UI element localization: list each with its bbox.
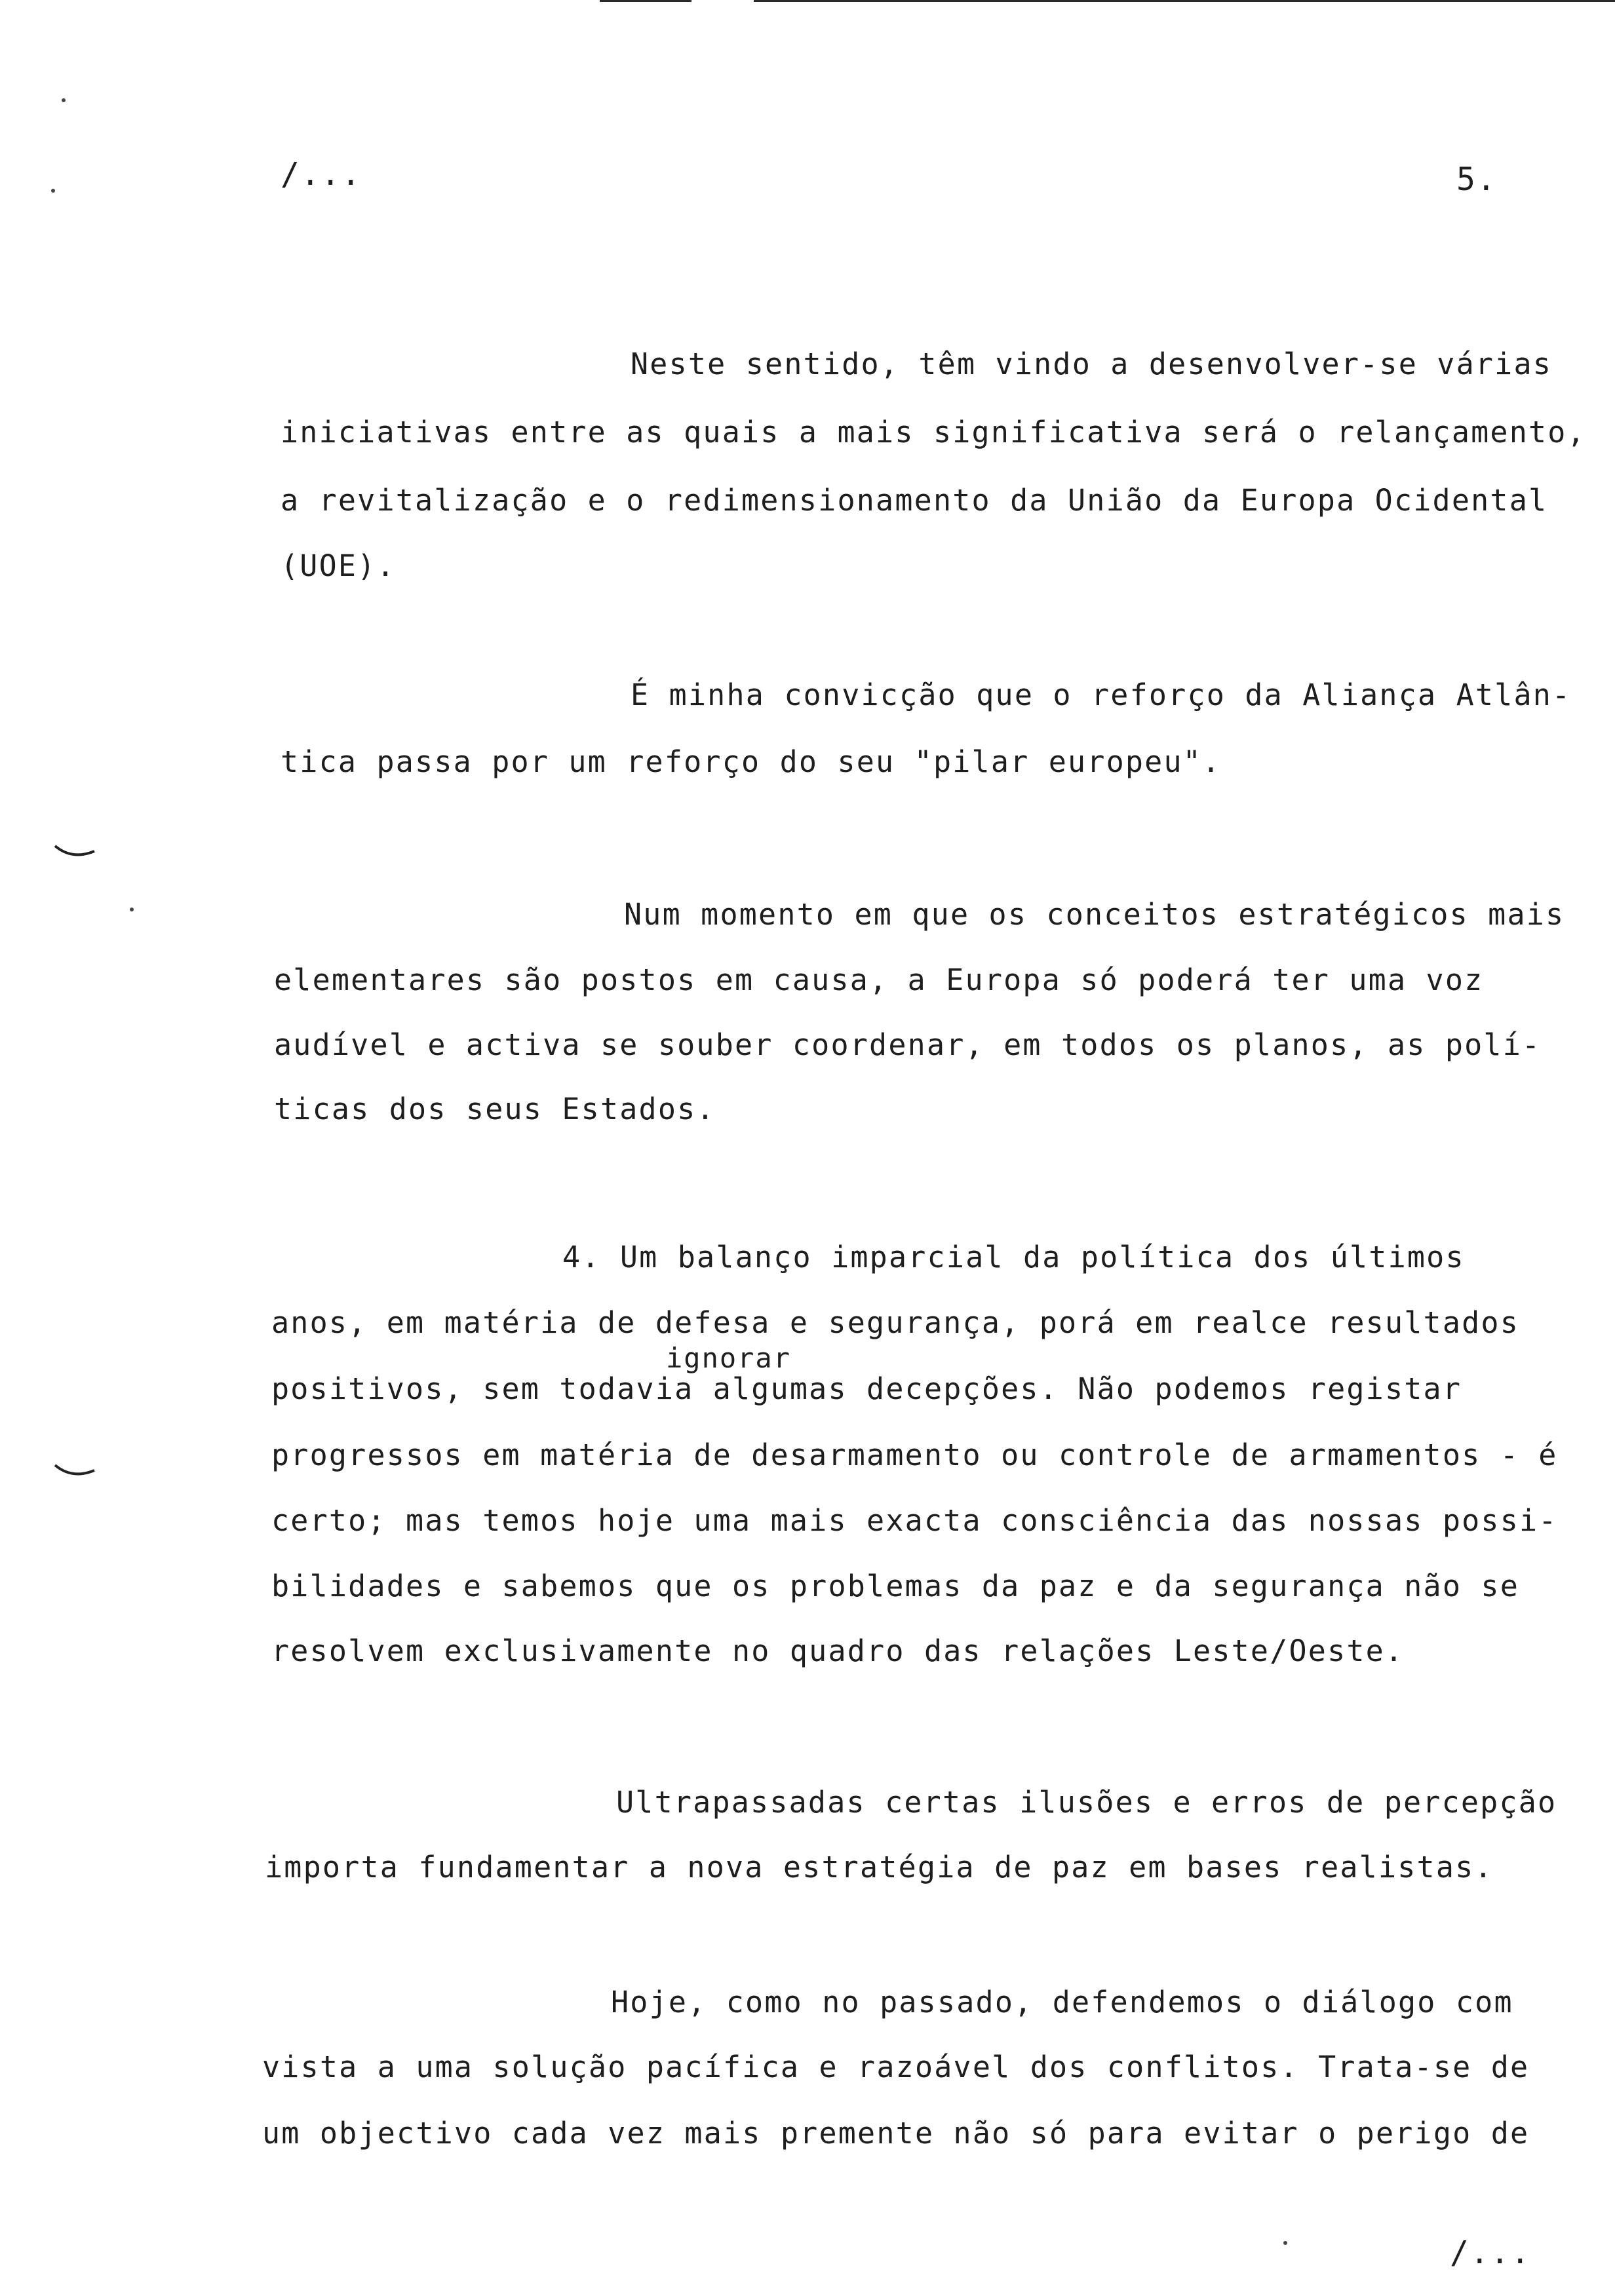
text-line: Ultrapassadas certas ilusões e erros de percepção <box>616 1785 1557 1820</box>
text-line: Hoje, como no passado, defendemos o diálogo com <box>611 1985 1513 2019</box>
text-line: certo; mas temos hoje uma mais exacta consciência das nossas possi- <box>271 1503 1558 1538</box>
text-line: tica passa por um reforço do seu "pilar europeu". <box>281 744 1222 779</box>
text-line: ticas dos seus Estados. <box>274 1092 716 1126</box>
continuation-mark-bottom: /... <box>1450 2234 1531 2271</box>
margin-dot <box>62 98 66 102</box>
top-rule-right <box>754 0 1615 2</box>
text-line: a revitalização e o redimensionamento da União da Europa Ocidental <box>281 483 1548 518</box>
margin-dot <box>130 908 134 911</box>
text-line: Num momento em que os conceitos estratégicos mais <box>624 897 1565 932</box>
text-line: iniciativas entre as quais a mais significativa será o relançamento, <box>281 415 1586 450</box>
text-line: audível e activa se souber coordenar, em todos os planos, as polí- <box>274 1027 1542 1062</box>
text-line: anos, em matéria de defesa e segurança, porá em realce resultados <box>271 1305 1519 1340</box>
continuation-mark-top: /... <box>281 156 362 193</box>
page-number: 5. <box>1456 161 1497 198</box>
text-line: É minha convicção que o reforço da Aliança Atlân- <box>631 678 1572 712</box>
margin-bracket-mark <box>52 842 98 862</box>
text-line: (UOE). <box>281 548 396 583</box>
margin-dot <box>1283 2241 1287 2245</box>
text-line: Neste sentido, têm vindo a desenvolver-se várias <box>631 347 1553 381</box>
text-line: positivos, sem todavia algumas decepções. Não podemos registar <box>271 1371 1462 1406</box>
text-line: um objectivo cada vez mais premente não só para evitar o perigo de <box>262 2116 1530 2151</box>
handwritten-insertion: ignorar <box>666 1342 792 1374</box>
margin-bracket-mark <box>52 1461 98 1481</box>
text-line: progressos em matéria de desarmamento ou controle de armamentos - é <box>271 1438 1558 1472</box>
text-line: elementares são postos em causa, a Europa só poderá ter uma voz <box>274 963 1484 997</box>
margin-dot <box>51 189 55 193</box>
text-line: vista a uma solução pacífica e razoável dos conflitos. Trata-se de <box>262 2050 1530 2084</box>
top-rule-left <box>600 0 691 2</box>
text-line: resolvem exclusivamente no quadro das relações Leste/Oeste. <box>271 1634 1405 1668</box>
text-line: 4. Um balanço imparcial da política dos últimos <box>562 1240 1465 1274</box>
text-line: importa fundamentar a nova estratégia de paz em bases realistas. <box>265 1850 1494 1885</box>
text-line: bilidades e sabemos que os problemas da paz e da segurança não se <box>271 1569 1519 1603</box>
